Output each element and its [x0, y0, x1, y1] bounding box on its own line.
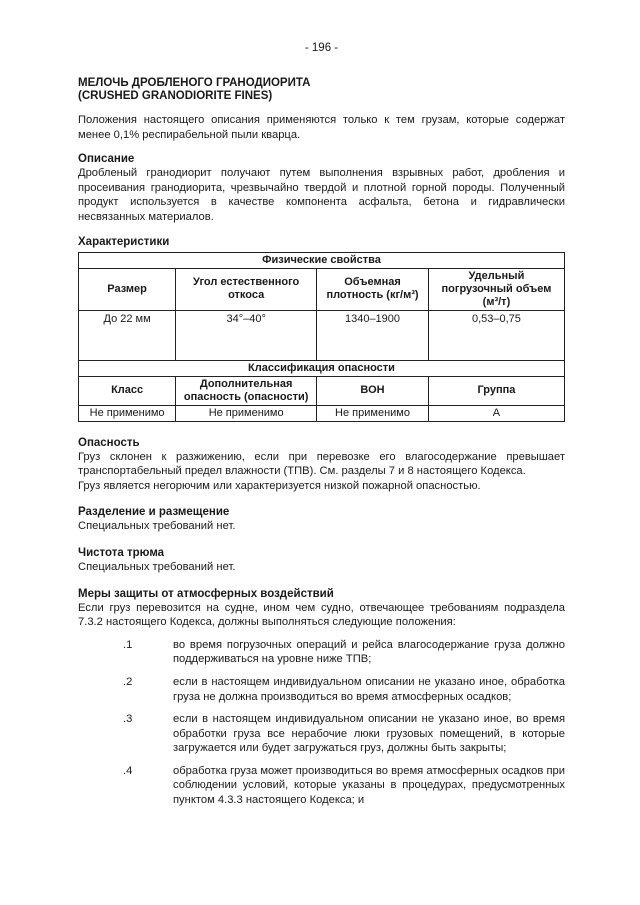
- weather-item-text: во время погрузочных операций и рейса влагосодержание груза должно поддерживаться на уровне ниже ТПВ;: [173, 638, 565, 666]
- weather-heading: Меры защиты от атмосферных воздействий: [78, 587, 334, 600]
- hazard-heading: Опасность: [78, 436, 140, 449]
- weather-item: [78, 712, 565, 756]
- hazard-header-mhb: ВОН: [317, 376, 429, 405]
- title-ru: МЕЛОЧЬ ДРОБЛЕНОГО ГРАНОДИОРИТА: [78, 77, 311, 89]
- weather-item: [78, 638, 565, 667]
- weather-item-text: если в настоящем индивидуальном описании не указано иное, во время обработки груза все нерабочие люки грузовых помещений, в которые загружается или будет загружаться груз, должны быть закрыты;: [173, 713, 565, 755]
- weather-item-text: обработка груза может производиться во время атмосферных осадков при соблюдении условий, которые указаны в процедурах, предусмотренных пунктом 4.3.3 настоящего Кодекса; и: [173, 764, 565, 807]
- hazard-text-2: Груз является негорючим или характеризуется низкой пожарной опасностью.: [78, 479, 481, 492]
- physical-value-density: 1340–1900: [317, 310, 429, 360]
- physical-value-angle: 34°–40°: [176, 310, 317, 360]
- hazard-header-subsidiary: Дополнительная опасность (опасности): [176, 376, 317, 405]
- hold-cleanliness-heading: Чистота трюма: [78, 546, 165, 559]
- weather-item: [78, 675, 565, 704]
- segregation-heading: Разделение и размещение: [78, 506, 230, 519]
- document-page: [78, 42, 565, 808]
- weather-item-text: если в настоящем индивидуальном описании не указано иное, обработка груза не должна производиться во время атмосферных осадков;: [173, 675, 565, 703]
- physical-header-stowage: Удельный погрузочный объем (м³/т): [428, 268, 564, 310]
- hazard-header-class: Класс: [79, 376, 176, 405]
- hazard-text-1: Груз склонен к разжижению, если при перевозке его влагосодержание превышает транспортабельный предел влажности (ТПВ). См. разделы 7 и 8 настоящего Кодекса.: [78, 450, 565, 478]
- hazard-header-group: Группа: [428, 376, 564, 405]
- physical-header-density: Объемная плотность (кг/м³): [317, 268, 429, 310]
- physical-header-angle: Угол естественного откоса: [176, 268, 317, 310]
- intro-paragraph: Положения настоящего описания применяются только к тем грузам, которые содержат менее 0,1% респирабельной пыли кварца.: [78, 114, 565, 141]
- description-heading: Описание: [78, 153, 135, 166]
- description-text: Дробленый гранодиорит получают путем выполнения взрывных работ, дробления и просеивания гранодиорита, чрезвычайно твердой и плотной горной породы. Полученный продукт используется в качестве компонента асфальта, бетона и гидравлически несвязанных материалов.: [78, 167, 565, 223]
- weather-item-number: .1: [123, 638, 133, 651]
- physical-value-stowage: 0,53–0,75: [428, 310, 564, 360]
- characteristics-table: [78, 252, 565, 422]
- title-en: (CRUSHED GRANODIORITE FINES): [78, 90, 273, 102]
- physical-value-size: До 22 мм: [79, 310, 176, 360]
- page-number: - 196 -: [304, 42, 339, 54]
- hazard-value-group: A: [428, 405, 564, 421]
- weather-item: [78, 764, 565, 808]
- weather-item-number: .4: [123, 764, 133, 777]
- segregation-text: Специальных требований нет.: [78, 520, 236, 533]
- hazard-value-subsidiary: Не применимо: [176, 405, 317, 421]
- weather-text: Если груз перевозится на судне, ином чем судно, отвечающее требованиям подраздела 7.3.2 настоящего Кодекса, должны выполняться следующие положения:: [78, 601, 565, 629]
- weather-item-number: .2: [123, 675, 133, 688]
- physical-header-size: Размер: [79, 268, 176, 310]
- weather-item-number: .3: [123, 713, 133, 726]
- physical-properties-title: Физические свойства: [79, 252, 565, 268]
- hazard-classification-title: Классификация опасности: [79, 360, 565, 376]
- hazard-value-class: Не применимо: [79, 405, 176, 421]
- characteristics-heading: Характеристики: [78, 235, 170, 248]
- hazard-value-mhb: Не применимо: [317, 405, 429, 421]
- hold-cleanliness-text: Специальных требований нет.: [78, 560, 236, 573]
